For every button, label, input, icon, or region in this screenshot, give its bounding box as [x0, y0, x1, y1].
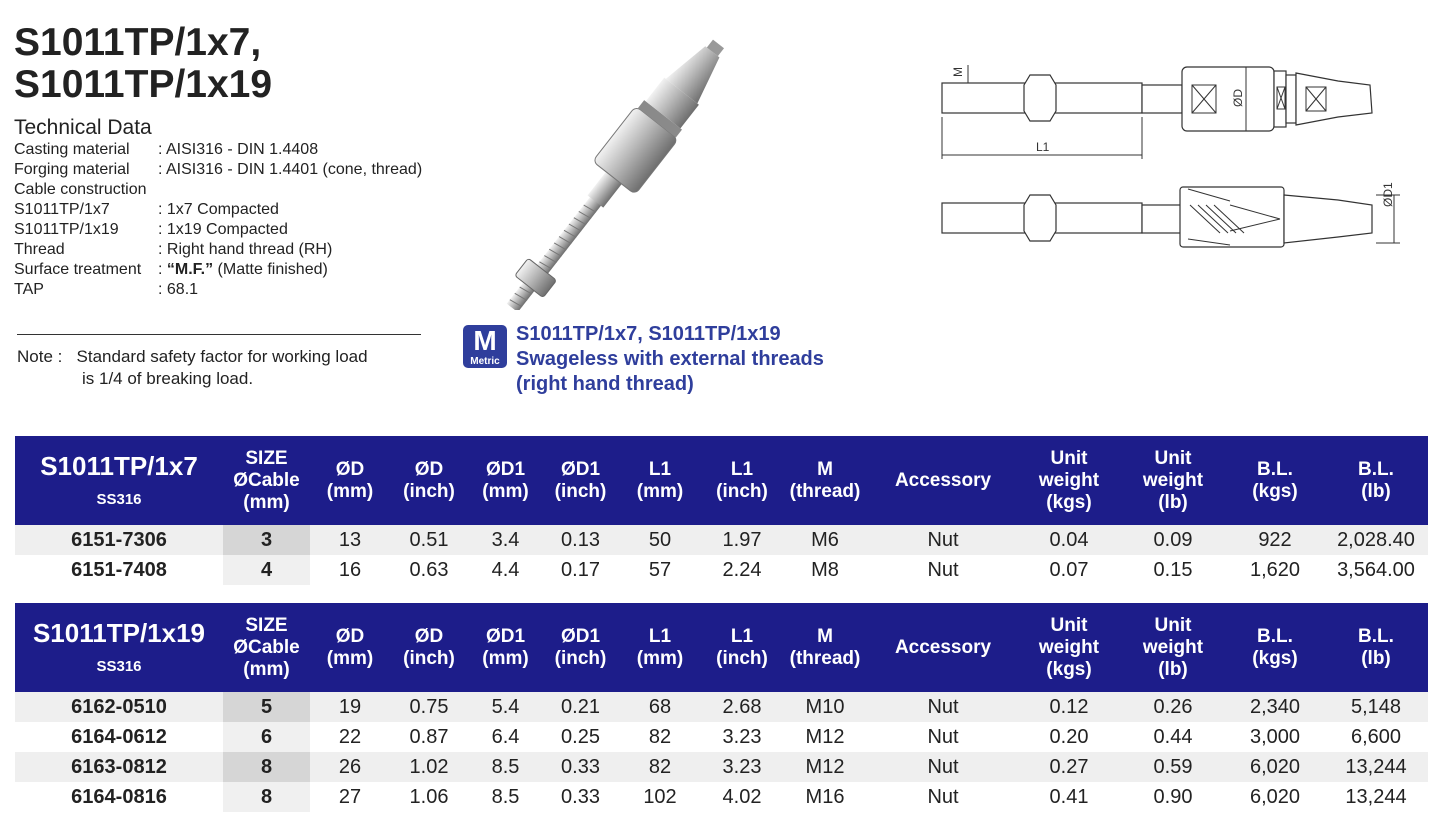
col-bl-lb: B.L. (lb) — [1324, 603, 1428, 692]
title-line-1: S1011TP/1x7, — [14, 21, 262, 64]
cell-thread: M12 — [782, 722, 868, 752]
col-d1-mm: ØD1 (mm) — [468, 436, 543, 525]
spec-label: Casting material — [14, 141, 130, 158]
spec-value: : AISI316 - DIN 1.4401 (cone, thread) — [158, 161, 423, 178]
cell-part-number: 6164-0816 — [15, 782, 223, 812]
model-name: S1011TP/1x7 — [40, 450, 198, 481]
col-l1-mm: L1 (mm) — [618, 603, 702, 692]
table-header-row — [15, 603, 1428, 692]
technical-data-heading: Technical Data — [14, 116, 152, 139]
spec-value: : 68.1 — [158, 281, 199, 298]
col-bl-lb: B.L. (lb) — [1324, 436, 1428, 525]
cell-accessory: Nut — [868, 525, 1018, 555]
cell-l1-inch: 1.97 — [702, 525, 782, 555]
product-photo — [440, 30, 800, 310]
cell-bl-kgs: 6,020 — [1226, 782, 1324, 812]
spec-value: : AISI316 - DIN 1.4408 — [158, 141, 319, 158]
cell-accessory: Nut — [868, 722, 1018, 752]
cell-l1-mm: 68 — [618, 692, 702, 722]
spec-table-1x19 — [15, 603, 1428, 812]
cell-thread: M6 — [782, 525, 868, 555]
cell-l1-mm: 82 — [618, 722, 702, 752]
col-d-mm: ØD (mm) — [310, 436, 390, 525]
cell-unit-weight-kgs: 0.12 — [1018, 692, 1120, 722]
cell-unit-weight-lb: 0.90 — [1120, 782, 1226, 812]
spec-value — [158, 260, 328, 280]
cell-bl-kgs: 2,340 — [1226, 692, 1324, 722]
spec-label: Surface treatment — [14, 261, 142, 278]
table-header-row — [15, 436, 1428, 525]
col-d1-inch: ØD1 (inch) — [543, 436, 618, 525]
cell-part-number: 6151-7306 — [15, 525, 223, 555]
cell-part-number: 6163-0812 — [15, 752, 223, 782]
cell-cable-size: 6 — [223, 722, 310, 752]
cell-d-inch: 0.51 — [390, 525, 468, 555]
metric-badge — [463, 325, 507, 368]
cell-bl-kgs: 3,000 — [1226, 722, 1324, 752]
cell-d-inch: 1.06 — [390, 782, 468, 812]
col-unit-weight-kgs: Unit weight (kgs) — [1018, 603, 1120, 692]
cell-d-inch: 0.87 — [390, 722, 468, 752]
divider — [17, 334, 421, 335]
cell-bl-lb: 5,148 — [1324, 692, 1428, 722]
cell-accessory: Nut — [868, 692, 1018, 722]
col-unit-weight-kgs: Unit weight (kgs) — [1018, 436, 1120, 525]
spec-label: Cable construction — [14, 181, 147, 198]
cell-d1-inch: 0.33 — [543, 752, 618, 782]
spec-label: Forging material — [14, 161, 130, 178]
col-accessory: Accessory — [868, 603, 1018, 692]
col-l1-inch: L1 (inch) — [702, 603, 782, 692]
spec-value: : 1x7 Compacted — [158, 201, 279, 218]
cell-d1-inch: 0.13 — [543, 525, 618, 555]
cell-thread: M16 — [782, 782, 868, 812]
cell-l1-mm: 50 — [618, 525, 702, 555]
cell-part-number: 6162-0510 — [15, 692, 223, 722]
col-l1-inch: L1 (inch) — [702, 436, 782, 525]
cell-cable-size: 5 — [223, 692, 310, 722]
col-d-inch: ØD (inch) — [390, 436, 468, 525]
table-row — [15, 722, 1428, 752]
table-row — [15, 752, 1428, 782]
col-size: SIZE ØCable (mm) — [223, 603, 310, 692]
model-name: S1011TP/1x19 — [32, 617, 206, 648]
metric-badge-letter: M — [473, 325, 497, 356]
caption-line-1: S1011TP/1x7, S1011TP/1x19 — [516, 323, 781, 345]
cell-l1-inch: 3.23 — [702, 722, 782, 752]
cell-unit-weight-kgs: 0.41 — [1018, 782, 1120, 812]
cell-d1-mm: 8.5 — [468, 752, 543, 782]
col-size: SIZE ØCable (mm) — [223, 436, 310, 525]
cell-bl-lb: 13,244 — [1324, 782, 1428, 812]
cell-l1-inch: 3.23 — [702, 752, 782, 782]
model-material: SS316 — [96, 657, 142, 675]
cell-l1-inch: 2.68 — [702, 692, 782, 722]
caption-line-3: (right hand thread) — [516, 373, 694, 395]
cell-unit-weight-lb: 0.15 — [1120, 555, 1226, 585]
cell-l1-mm: 57 — [618, 555, 702, 585]
drawing-label-m: M — [951, 67, 965, 77]
cell-d1-mm: 4.4 — [468, 555, 543, 585]
page-title — [14, 22, 272, 106]
spec-value-bold: “M.F.” — [166, 261, 214, 278]
cell-d-mm: 16 — [310, 555, 390, 585]
cell-d-mm: 19 — [310, 692, 390, 722]
col-d-inch: ØD (inch) — [390, 603, 468, 692]
cell-unit-weight-lb: 0.44 — [1120, 722, 1226, 752]
cell-bl-lb: 6,600 — [1324, 722, 1428, 752]
cell-d-inch: 1.02 — [390, 752, 468, 782]
col-d-mm: ØD (mm) — [310, 603, 390, 692]
cell-d1-mm: 6.4 — [468, 722, 543, 752]
cell-d-mm: 27 — [310, 782, 390, 812]
spec-value-suffix: (Matte finished) — [213, 261, 328, 278]
cell-thread: M10 — [782, 692, 868, 722]
col-m-thread: M (thread) — [782, 436, 868, 525]
cell-accessory: Nut — [868, 752, 1018, 782]
cell-accessory: Nut — [868, 555, 1018, 585]
cell-thread: M12 — [782, 752, 868, 782]
note-line-2: is 1/4 of breaking load. — [82, 369, 254, 388]
drawing-label-od: ØD — [1231, 89, 1245, 107]
cell-d1-mm: 3.4 — [468, 525, 543, 555]
title-line-2: S1011TP/1x19 — [14, 63, 273, 106]
table-model-header — [15, 436, 223, 525]
cell-d1-inch: 0.17 — [543, 555, 618, 585]
cell-bl-lb: 13,244 — [1324, 752, 1428, 782]
cell-part-number: 6151-7408 — [15, 555, 223, 585]
cell-l1-mm: 82 — [618, 752, 702, 782]
cell-bl-lb: 3,564.00 — [1324, 555, 1428, 585]
spec-label: Thread — [14, 241, 65, 258]
cell-bl-kgs: 1,620 — [1226, 555, 1324, 585]
cell-d-inch: 0.63 — [390, 555, 468, 585]
cell-bl-lb: 2,028.40 — [1324, 525, 1428, 555]
table-model-header — [15, 603, 223, 692]
table-row — [15, 692, 1428, 722]
table-row — [15, 555, 1428, 585]
spec-value: : Right hand thread (RH) — [158, 241, 333, 258]
cell-l1-inch: 2.24 — [702, 555, 782, 585]
drawing-label-l1: L1 — [1036, 140, 1050, 154]
note-line-1: Note : Standard safety factor for working load — [17, 347, 368, 366]
cell-d-inch: 0.75 — [390, 692, 468, 722]
table-body — [15, 692, 1428, 812]
col-accessory: Accessory — [868, 436, 1018, 525]
technical-drawing — [930, 55, 1410, 255]
cell-d-mm: 26 — [310, 752, 390, 782]
cell-unit-weight-lb: 0.26 — [1120, 692, 1226, 722]
spec-label: S1011TP/1x7 — [14, 201, 110, 218]
cell-d1-inch: 0.25 — [543, 722, 618, 752]
col-bl-kgs: B.L. (kgs) — [1226, 436, 1324, 525]
drawing-label-od1: ØD1 — [1381, 182, 1395, 207]
col-l1-mm: L1 (mm) — [618, 436, 702, 525]
cell-d1-inch: 0.21 — [543, 692, 618, 722]
table-body — [15, 525, 1428, 585]
cell-unit-weight-lb: 0.09 — [1120, 525, 1226, 555]
cell-d1-mm: 5.4 — [468, 692, 543, 722]
spec-value: : 1x19 Compacted — [158, 221, 288, 238]
cell-bl-kgs: 922 — [1226, 525, 1324, 555]
cell-unit-weight-kgs: 0.07 — [1018, 555, 1120, 585]
cell-l1-mm: 102 — [618, 782, 702, 812]
safety-note — [17, 346, 368, 390]
cell-part-number: 6164-0612 — [15, 722, 223, 752]
cell-cable-size: 4 — [223, 555, 310, 585]
spec-label: TAP — [14, 281, 44, 298]
cell-cable-size: 8 — [223, 782, 310, 812]
cell-unit-weight-kgs: 0.20 — [1018, 722, 1120, 752]
model-material: SS316 — [96, 490, 142, 508]
cell-thread: M8 — [782, 555, 868, 585]
cell-d1-mm: 8.5 — [468, 782, 543, 812]
cell-unit-weight-kgs: 0.27 — [1018, 752, 1120, 782]
spec-value-prefix: : — [158, 261, 167, 278]
cell-bl-kgs: 6,020 — [1226, 752, 1324, 782]
cell-d-mm: 22 — [310, 722, 390, 752]
cell-cable-size: 8 — [223, 752, 310, 782]
col-unit-weight-lb: Unit weight (lb) — [1120, 603, 1226, 692]
table-row — [15, 782, 1428, 812]
product-caption — [516, 322, 824, 397]
col-bl-kgs: B.L. (kgs) — [1226, 603, 1324, 692]
cell-d-mm: 13 — [310, 525, 390, 555]
metric-badge-text: Metric — [470, 356, 500, 367]
cell-l1-inch: 4.02 — [702, 782, 782, 812]
col-unit-weight-lb: Unit weight (lb) — [1120, 436, 1226, 525]
caption-line-2: Swageless with external threads — [516, 348, 824, 370]
spec-table-1x7 — [15, 436, 1428, 585]
cell-unit-weight-lb: 0.59 — [1120, 752, 1226, 782]
cell-accessory: Nut — [868, 782, 1018, 812]
col-m-thread: M (thread) — [782, 603, 868, 692]
table-row — [15, 525, 1428, 555]
cell-unit-weight-kgs: 0.04 — [1018, 525, 1120, 555]
col-d1-mm: ØD1 (mm) — [468, 603, 543, 692]
col-d1-inch: ØD1 (inch) — [543, 603, 618, 692]
spec-label: S1011TP/1x19 — [14, 221, 119, 238]
cell-d1-inch: 0.33 — [543, 782, 618, 812]
cell-cable-size: 3 — [223, 525, 310, 555]
